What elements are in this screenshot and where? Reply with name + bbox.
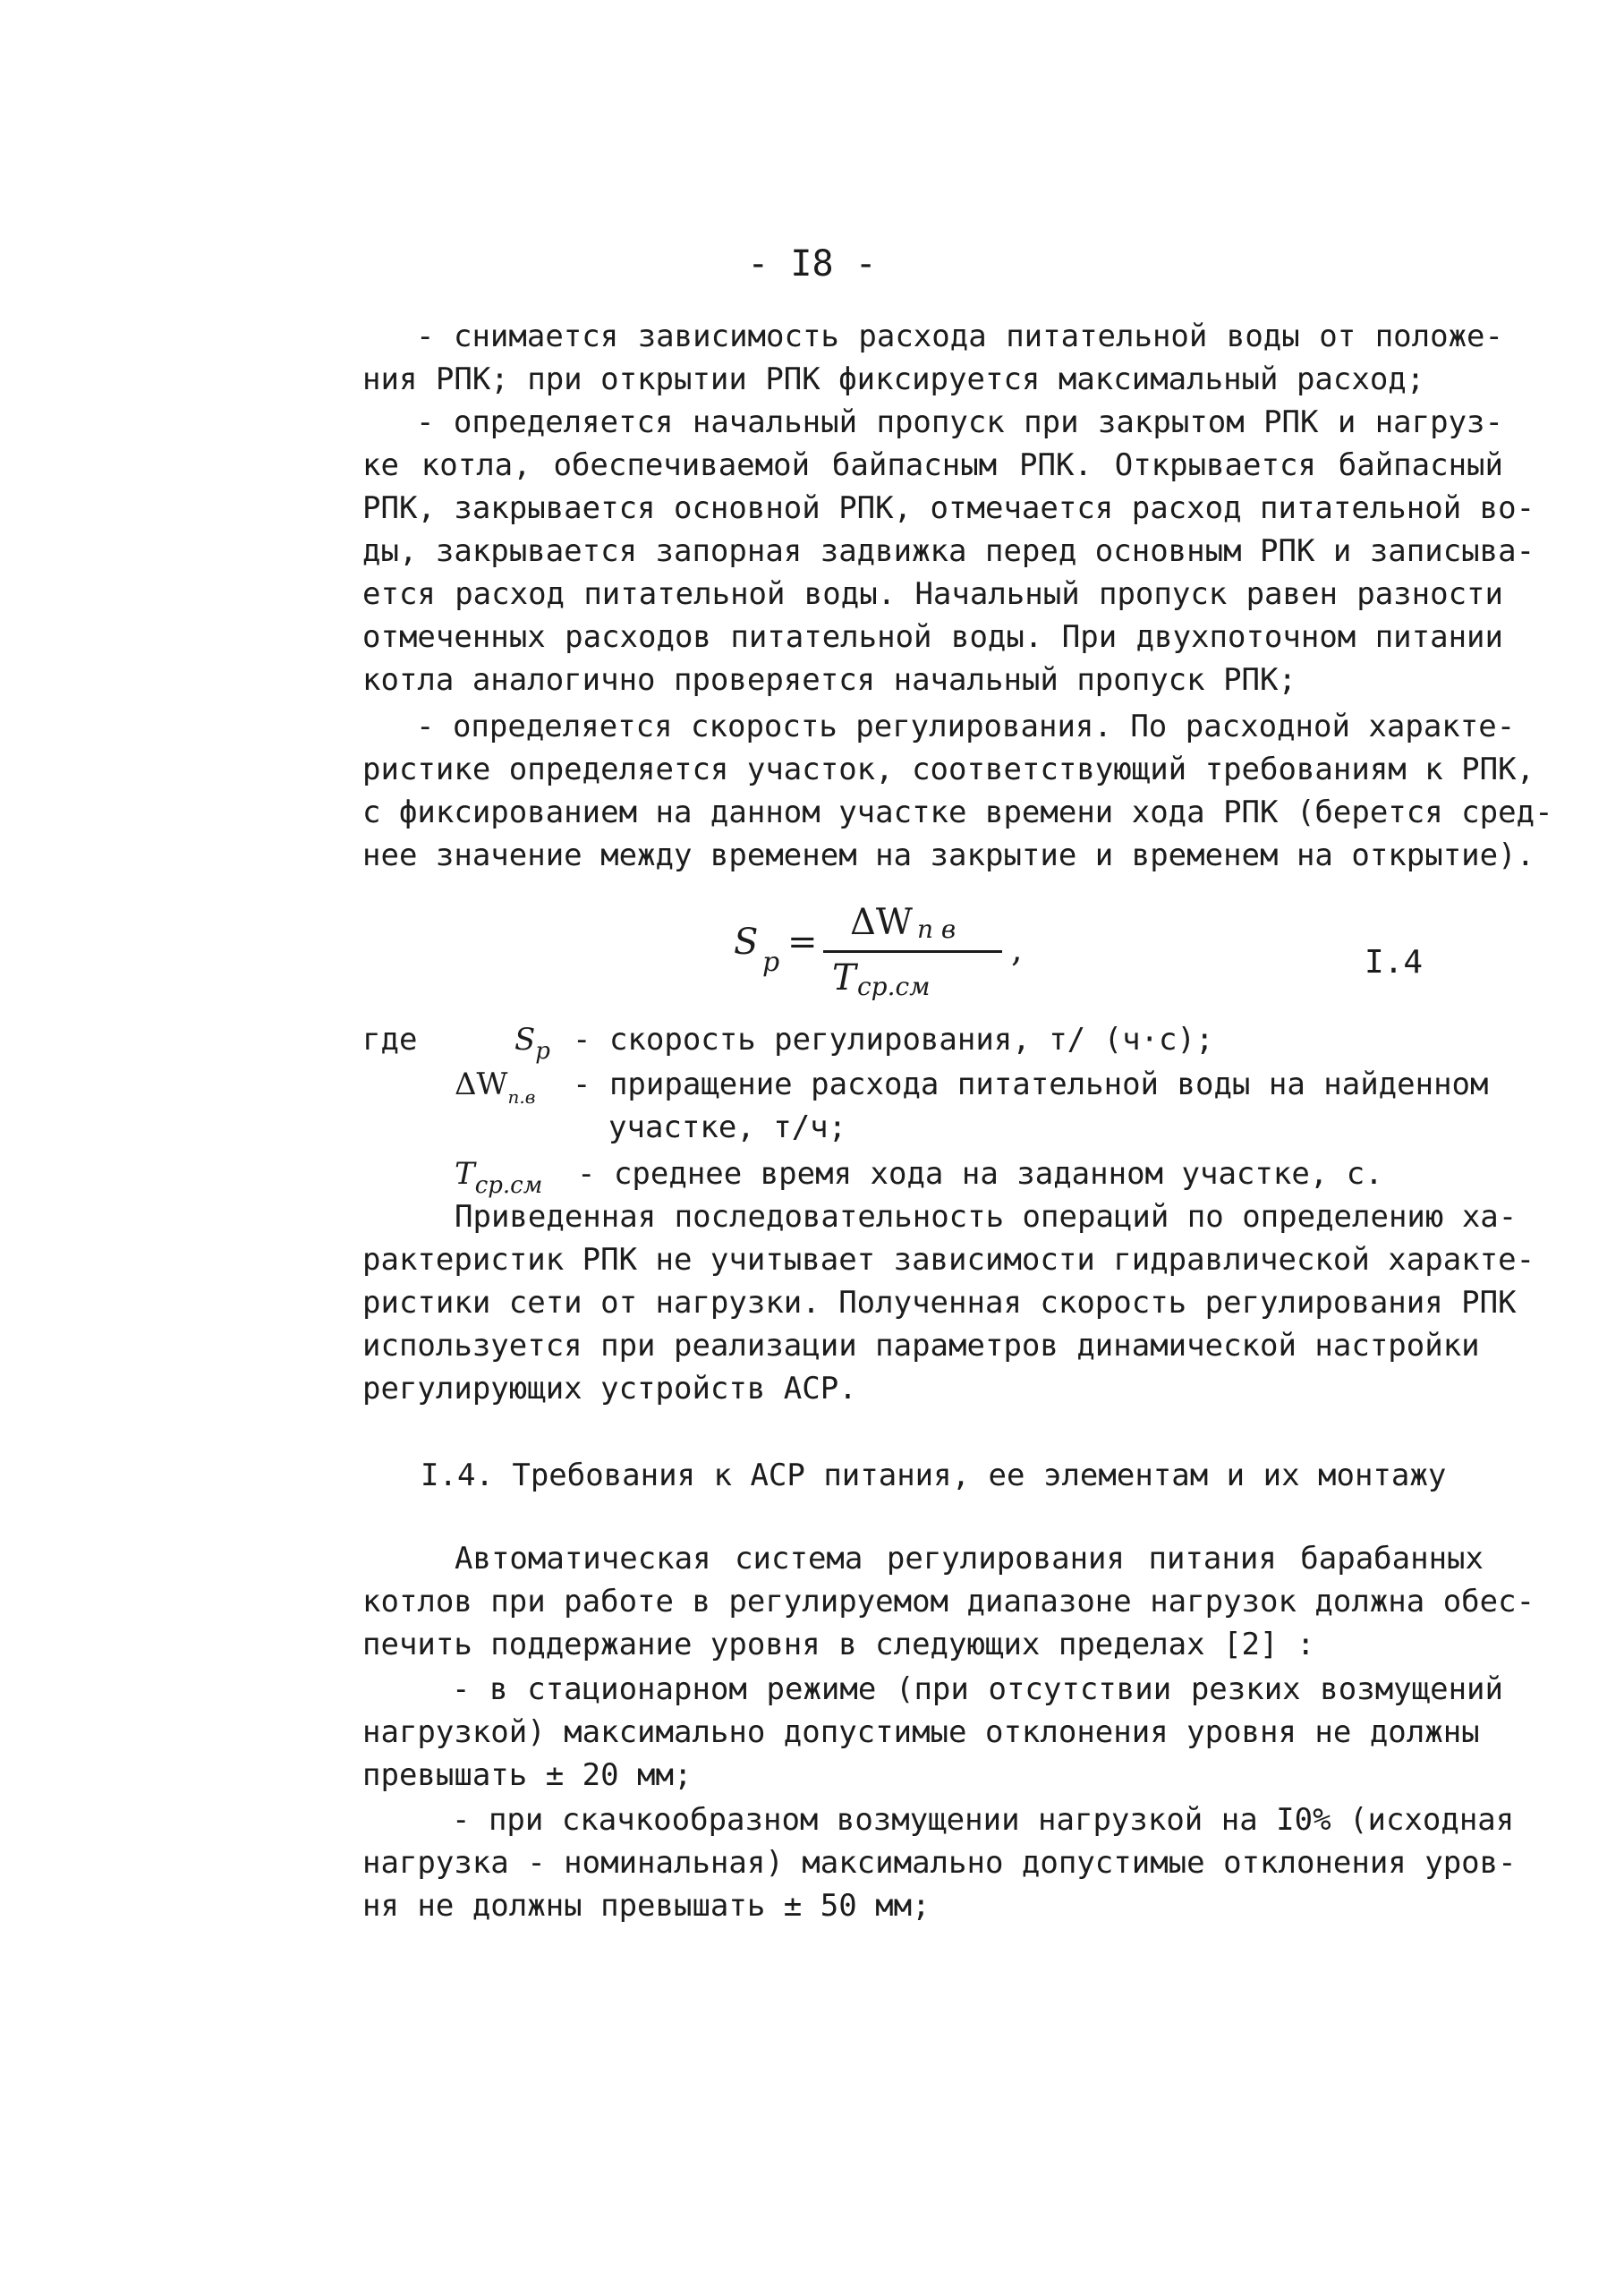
text-line: Приведенная последовательность операций по определению ха- (455, 1199, 1518, 1235)
formula-denominator-sub: ср.см (857, 972, 931, 1001)
text-line: ния РПК; при открытии РПК фиксируется максимальный расход; (362, 361, 1425, 397)
text-line: - снимается зависимость расхода питательной воды от положе- (416, 319, 1503, 354)
text-line: ке котла, обеспечиваемой байпасным РПК. Открывается байпасный (362, 447, 1503, 483)
text-line: нагрузка - номинальная) максимально допустимые отклонения уров- (362, 1845, 1517, 1881)
formula-lhs: S (734, 922, 759, 963)
text-line: ется расход питательной воды. Начальный пропуск равен разности (362, 576, 1503, 612)
where-word: где (362, 1022, 418, 1058)
text-line: с фиксированием на данном участке времени хода РПК (берется сред- (362, 795, 1553, 830)
where-text: - приращение расхода питательной воды на найденном (573, 1067, 1489, 1102)
text-line: ды, закрывается запорная задвижка перед основным РПК и записыва- (362, 533, 1535, 569)
where-text: участке, т/ч; (608, 1109, 847, 1145)
text-line: регулирующих устройств АСР. (362, 1371, 857, 1407)
text-line: котла аналогично проверяется начальный пропуск РПК; (362, 662, 1297, 698)
text-line: - определяется начальный пропуск при закрытом РПК и нагруз- (416, 404, 1503, 440)
where-symbol: $T_{ср.см}$ (455, 1156, 543, 1199)
where-text: - среднее время хода на заданном участке, с. (577, 1156, 1383, 1192)
section-heading: I.4. Требования к АСР питания, ее элементам и их монтажу (421, 1458, 1447, 1493)
formula-comma: , (1011, 929, 1023, 970)
text-line: РПК, закрывается основной РПК, отмечается расход питательной во- (362, 490, 1535, 526)
text-line: ня не должны превышать ± 50 мм; (362, 1888, 931, 1924)
text-line: рактеристик РПК не учитывает зависимости гидравлической характе- (362, 1242, 1535, 1278)
text-line: печить поддержание уровня в следующих пределах [2] : (362, 1627, 1315, 1662)
text-line: Автоматическая система регулирования питания барабанных (455, 1541, 1484, 1577)
formula-lhs-sub: p (762, 947, 780, 978)
text-line: отмеченных расходов питательной воды. При двухпоточном питании (362, 619, 1503, 655)
page-number: - I8 - (747, 243, 877, 285)
formula-numerator-sub: п в (917, 914, 957, 944)
formula-speed (734, 895, 1056, 1011)
text-line: нее значение между временем на закрытие и временем на открытие). (362, 837, 1535, 873)
where-text: - скорость регулирования, т/ (ч·с); (573, 1022, 1214, 1058)
text-line: нагрузкой) максимально допустимые отклонения уровня не должны (362, 1714, 1480, 1750)
text-line: - при скачкообразном возмущении нагрузкой на I0% (исходная (452, 1802, 1515, 1838)
equation-number: I.4 (1365, 944, 1424, 981)
formula-denominator: T (832, 957, 856, 999)
text-line: превышать ± 20 мм; (362, 1757, 693, 1793)
text-line: котлов при работе в регулируемом диапазоне нагрузок должна обес- (362, 1584, 1535, 1619)
text-line: используется при реализации параметров динамической настройки (362, 1328, 1480, 1364)
text-line: - определяется скорость регулирования. По расходной характе- (416, 709, 1516, 744)
formula-numerator: ΔW (850, 902, 913, 943)
fraction-bar (823, 950, 1002, 953)
formula-equals: = (787, 922, 818, 963)
text-line: ристики сети от нагрузки. Полученная скорость регулирования РПК (362, 1285, 1517, 1321)
text-line: - в стационарном режиме (при отсутствии резких возмущений (452, 1671, 1503, 1707)
where-symbol: $S_p$ (514, 1022, 550, 1065)
where-symbol: $\Delta W_{п.в}$ (455, 1067, 536, 1108)
text-line: ристике определяется участок, соответствующий требованиям к РПК, (362, 752, 1535, 787)
